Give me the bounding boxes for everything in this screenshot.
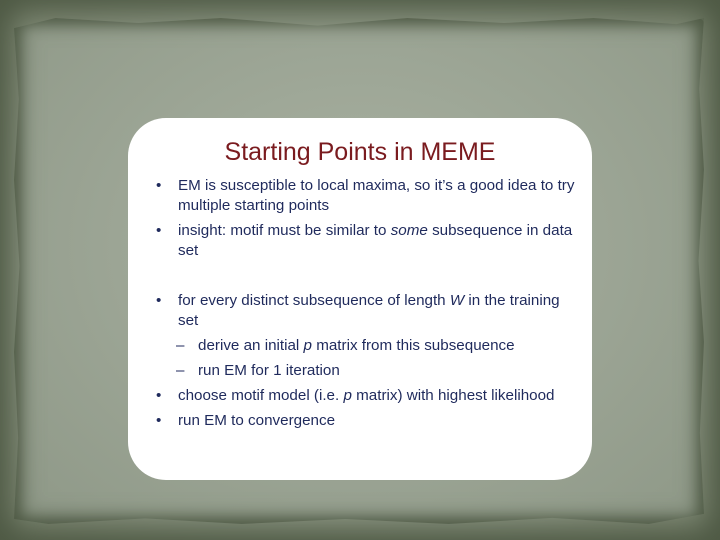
bullet-text-post: matrix from this subsequence [311,337,515,354]
bullet-marker: • [156,292,162,309]
content-card [128,118,592,480]
bullet-text-pre: derive an initial [198,337,304,354]
slide-title: Starting Points in MEME [224,138,496,166]
sub-bullet-item [156,361,576,381]
bullet-item [156,221,576,261]
bullet-item [156,176,576,216]
bullet-item [156,291,576,331]
bullet-text-pre: for every distinct subsequence of length [178,292,450,309]
bullet-text-emphasis: p [343,387,352,404]
bullet-marker: • [156,412,162,429]
bullet-text-emphasis: some [390,222,428,239]
bullet-text-post: in the training set [178,292,560,329]
bullet-marker: • [156,387,162,404]
bullet-item [156,411,576,431]
bullet-marker: • [156,222,162,239]
bullet-text: EM is susceptible to local maxima, so it’s a good idea to try multiple starting points [178,177,575,214]
bullet-text-post: matrix) with highest likelihood [351,387,555,404]
bullet-text-pre: choose motif model (i.e. [178,387,344,404]
bullet-list [156,176,576,431]
sub-bullet-item [156,336,576,356]
bullet-text-emphasis: p [303,337,312,354]
bullet-marker: • [156,177,162,194]
dash-marker: – [176,362,185,379]
bullet-text: run EM for 1 iteration [198,362,340,379]
bullet-item [156,386,576,406]
bullet-text-post: subsequence in data set [178,222,573,259]
bullet-text-pre: insight: motif must be similar to [178,222,391,239]
bullet-text-emphasis: W [449,292,465,309]
dash-marker: – [176,337,185,354]
bullet-text: run EM to convergence [178,412,336,429]
